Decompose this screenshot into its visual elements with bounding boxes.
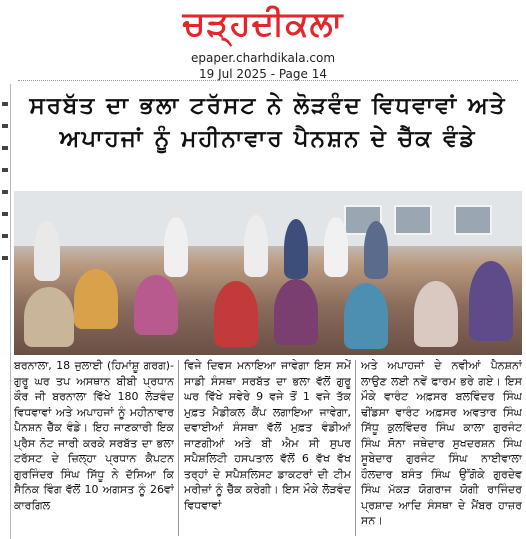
photo-person bbox=[414, 281, 458, 347]
article-body bbox=[14, 358, 522, 539]
article-photo bbox=[14, 191, 522, 355]
photo-wall bbox=[14, 191, 522, 246]
article-column-1: ਬਰਨਾਲਾ, 18 ਜੁਲਾਈ (ਹਿਮਾਂਸ਼ੂ ਗਰਗ)- ਗੁਰੂ ਘਰ ਤਪ ਅਸਥਾਨ ਬੀਬੀ ਪ੍ਰਧਾਨ ਕੌਰ ਜੀ ਬਰਨਾਲਾ ਵਿੱਖੇ 180 ਲੋੜਵੰਦ ਵਿਧਵਾਵਾਂ ਅਤੇ ਅਪਾਹਜਾਂ ਨੂੰ ਮਹੀਨਾਵਾਰ ਪੈਨਸ਼ਨ ਚੈੱਕ ਵੰਡੇ। ਇਹ ਜਾਣਕਾਰੀ ਇਕ ਪ੍ਰੈਸ ਨੋਟ ਜਾਰੀ ਕਰਕੇ ਸਰਬੱਤ ਦਾ ਭਲਾ ਟਰੱਸਟ ਦੇ ਜ਼ਿਲ੍ਹਾ ਪ੍ਰਧਾਨ ਕੈਪਟਨ ਗੁਰਜਿੰਦਰ ਸਿੰਘ ਸਿੱਧੂ ਨੇ ਦੱਸਿਆ ਕਿ ਸੈਨਿਕ ਵਿੰਗ ਵੱਲੋਂ 10 ਅਗਸਤ ਨੂੰ 26ਵਾਂ ਕਾਰਗਿਲ bbox=[14, 359, 174, 512]
photo-person bbox=[344, 283, 388, 349]
article-headline bbox=[14, 90, 522, 156]
clipped-previous-article-line bbox=[18, 80, 518, 89]
headline-line-1: ਸਰਬੱਤ ਦਾ ਭਲਾ ਟਰੱਸਟ ਨੇ ਲੋੜਵੰਦ ਵਿਧਵਾਵਾਂ ਅਤੇ bbox=[29, 93, 507, 119]
issue-date-page: 19 Jul 2025 - Page 14 bbox=[198, 67, 327, 81]
photo-person bbox=[24, 287, 74, 347]
photo-window bbox=[394, 205, 432, 235]
article-column-3: ਅਤੇ ਅਪਾਹਜਾਂ ਦੇ ਨਵੀਆਂ ਪੈਨਸ਼ਨਾਂ ਲਾਉਣ ਲਈ ਨਵੇਂ ਫਾਰਮ ਭਰੇ ਗਏ। ਇਸ ਮੌਕੇ ਵਾਰੰਟ ਅਫ਼ਸਰ ਬਲਵਿੰਦਰ ਸਿੰਘ ਢੀਂਡਸਾ ਵਾਰੰਟ ਅਫ਼ਸਰ ਅਵਤਾਰ ਸਿੰਘ ਸਿੱਧੂ ਕੁਲਵਿੰਦਰ ਸਿੰਘ ਕਾਲਾ ਗੁਰਜੰਟ ਸਿੰਘ ਸੋਨਾ ਜਥੇਦਾਰ ਸੁਖਦਰਸ਼ਨ ਸਿੰਘ ਸੂਬੇਦਾਰ ਗੁਰਜੰਟ ਸਿੰਘ ਨਾਈਵਾਲਾ ਹੌਲਦਾਰ ਬਸੰਤ ਸਿੰਘ ਉੱਗੋਕੇ ਗੁਰਦੇਵ ਸਿੰਘ ਮੱਕੜ ਯੋਗਰਾਜ ਯੋਗੀ ਰਾਜਿੰਦਰ ਪ੍ਰਸ਼ਾਦ ਆਦਿ ਸੰਸਥਾ ਦੇ ਮੈਂਬਰ ਹਾਜ਼ਰ ਸਨ। bbox=[361, 359, 522, 527]
photo-person bbox=[284, 219, 308, 279]
photo-person bbox=[134, 275, 178, 335]
epaper-url[interactable]: epaper.charhdikala.com bbox=[190, 51, 336, 65]
photo-person bbox=[324, 217, 348, 277]
photo-person bbox=[244, 215, 268, 277]
photo-person bbox=[74, 269, 118, 329]
photo-window bbox=[454, 205, 492, 235]
adjacent-column-edge bbox=[0, 84, 11, 539]
photo-person bbox=[274, 279, 318, 345]
column-divider bbox=[178, 360, 179, 536]
photo-person bbox=[164, 217, 188, 277]
photo-person bbox=[34, 221, 60, 281]
column-divider bbox=[355, 360, 356, 536]
photo-person bbox=[214, 281, 258, 347]
photo-person bbox=[469, 261, 513, 341]
article-column-2: ਵਿਜੇ ਦਿਵਸ ਮਨਾਇਆ ਜਾਵੇਗਾ ਇਸ ਸਮੇਂ ਸਾਡੀ ਸੰਸਥਾ ਸਰਬੱਤ ਦਾ ਭਲਾ ਵੱਲੋਂ ਗੁਰੂ ਘਰ ਵਿੱਖੇ ਸਵੇਰੇ 9 ਵਜੇ ਤੋਂ 1 ਵਜੇ ਤੱਕ ਮੁਫ਼ਤ ਮੈਡੀਕਲ ਕੈਂਪ ਲਗਾਇਆ ਜਾਵੇਗਾ, ਦਵਾਈਆਂ ਸੰਸਥਾ ਵੱਲੋਂ ਮੁਫ਼ਤ ਵੰਡੀਆਂ ਜਾਣਗੀਆਂ ਅਤੇ ਬੀ ਐਮ ਸੀ ਸੁਪਰ ਸਪੈਸ਼ਲਿਟੀ ਹਸਪਤਾਲ ਵੱਲੋਂ 6 ਵੱਖ ਵੱਖ ਤਰ੍ਹਾਂ ਦੇ ਸਪੈਸ਼ਲਿਸਟ ਡਾਕਟਰਾਂ ਦੀ ਟੀਮ ਮਰੀਜ਼ਾਂ ਨੂੰ ਚੈੱਕ ਕਰੇਗੀ। ਇਸ ਮੌਕੇ ਲੋੜਵੰਦ ਵਿਧਵਾਵਾਂ bbox=[184, 359, 351, 512]
photo-person bbox=[364, 221, 388, 279]
headline-line-2: ਅਪਾਹਜਾਂ ਨੂੰ ਮਹੀਨਾਵਾਰ ਪੈਨਸ਼ਨ ਦੇ ਚੈੱਕ ਵੰਡੇ bbox=[59, 126, 477, 152]
masthead bbox=[0, 0, 526, 84]
newspaper-logo: ਚੜ੍ਹਦੀਕਲਾ bbox=[182, 4, 344, 44]
